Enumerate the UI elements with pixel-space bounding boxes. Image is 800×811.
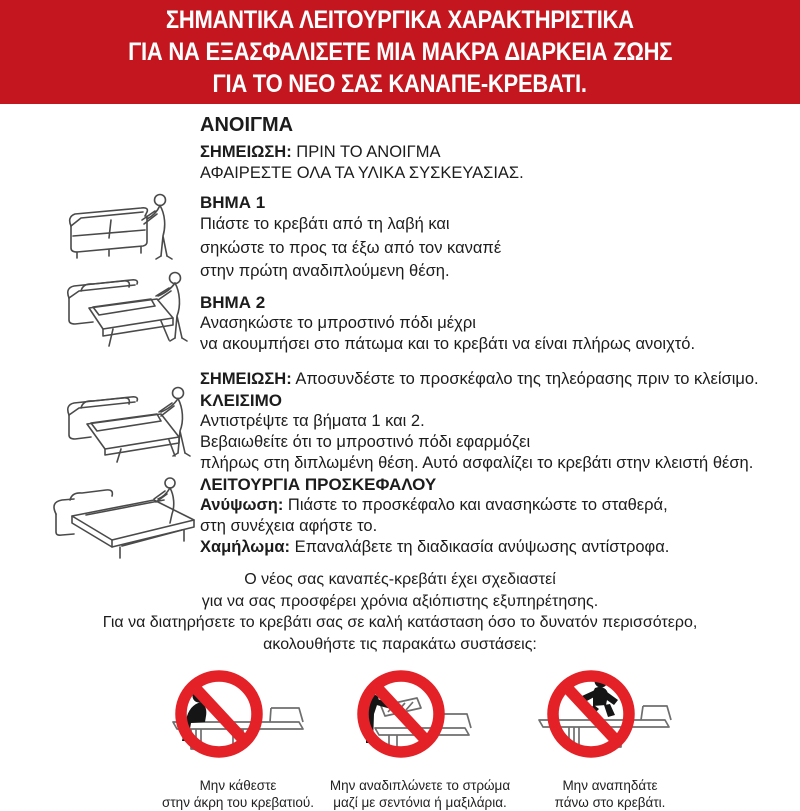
closing-line3: πλήρως στη διπλωμένη θέση. Αυτό ασφαλίζει το κρεβάτι στην κλειστή θέση.: [200, 453, 754, 472]
closing-front-leg-illustration: [57, 383, 197, 465]
closing-line1: Αντιστρέψτε τα βήματα 1 και 2.: [200, 411, 425, 430]
raise-text: Πιάστε το προσκέφαλο και ανασηκώστε το σταθερά,: [287, 495, 668, 514]
prohibition-caption-2: [315, 777, 525, 811]
lower-line: [200, 537, 796, 558]
step2-line2: να ακουμπήσει στο πάτωμα και το κρεβάτι να είναι πλήρως ανοιχτό.: [200, 334, 696, 353]
note2-label: ΣΗΜΕΙΩΣΗ:: [200, 369, 292, 388]
lower-label: Χαμήλωμα:: [200, 537, 290, 556]
lower-text: Επαναλάβετε τη διαδικασία ανύψωσης αντίστροφα.: [294, 537, 670, 556]
care-line3: Για να διατηρήσετε το κρεβάτι σας σε καλή κατάσταση όσο το δυνατόν περισσότερο,: [102, 614, 698, 631]
care-paragraph: [0, 569, 800, 655]
caption2-line2: μαζί με σεντόνια ή μαξιλάρια.: [333, 795, 507, 810]
step1-first-fold-position-illustration: [57, 265, 197, 353]
raise-label: Ανύψωση:: [200, 495, 284, 514]
no-sitting-on-edge-icon: [143, 662, 333, 770]
care-line1: Ο νέος σας καναπές-κρεβάτι έχει σχεδιαστεί: [244, 571, 556, 588]
step1-body: [200, 213, 796, 284]
prohibition-no-folding-with-bedding: [315, 662, 525, 811]
no-folding-mattress-with-bedding-icon: [325, 662, 515, 770]
prohibition-caption-3: [505, 777, 715, 811]
banner-title-line-3: ΓΙΑ ΤΟ ΝΕΟ ΣΑΣ ΚΑΝΑΠΕ-ΚΡΕΒΑΤΙ.: [212, 69, 588, 98]
step1-line3: στην πρώτη αναδιπλούμενη θέση.: [200, 262, 450, 280]
note1-line2: ΑΦΑΙΡΕΣΤΕ ΟΛΑ ΤΑ ΥΛΙΚΑ ΣΥΣΚΕΥΑΣΙΑΣ.: [200, 164, 524, 182]
opening-heading: ΑΝΟΙΓΜΑ: [200, 114, 294, 136]
instructions-section: [200, 113, 796, 558]
prohibition-no-jumping: [505, 662, 715, 811]
bed-open-flat-illustration: [42, 473, 210, 561]
banner-title-line-2: ΓΙΑ ΝΑ ΕΞΑΣΦΑΛΙΣΕΤΕ ΜΙΑ ΜΑΚΡΑ ΔΙΑΡΚΕΙΑ ΖΩΗΣ: [127, 37, 673, 66]
banner-title-line-1: ΣΗΜΑΝΤΙΚΑ ΛΕΙΤΟΥΡΓΙΚΑ ΧΑΡΑΚΤΗΡΙΣΤΙΚΑ: [166, 5, 634, 34]
sofa-bed-pulled-out-illustration: [57, 265, 197, 353]
step1-line1: Πιάστε το κρεβάτι από τη λαβή και: [200, 215, 450, 233]
note1-line1: [200, 142, 796, 163]
closing-heading: ΚΛΕΙΣΙΜΟ: [200, 390, 282, 410]
sofa-bed-front-leg-illustration: [57, 383, 197, 465]
header-banner: [0, 0, 800, 104]
care-line4: ακολουθήστε τις παρακάτω συστάσεις:: [263, 635, 537, 653]
care-line2: για να σας προσφέρει χρόνια αξιόπιστης εξυπηρέτησης.: [201, 592, 599, 610]
sofa-closed-person-illustration: [57, 191, 197, 265]
closing-line2: Βεβαιωθείτε ότι το μπροστινό πόδι εφαρμόζει: [200, 432, 531, 451]
note2-text: Αποσυνδέστε το προσκέφαλο της τηλεόρασης πριν το κλείσιμο.: [295, 369, 759, 388]
raise-line: [200, 495, 796, 516]
prohibition-caption-1: [133, 777, 343, 811]
prohibition-no-sitting: [133, 662, 343, 811]
caption1-line1: Μην κάθεστε: [199, 778, 277, 793]
no-jumping-on-bed-icon: [515, 662, 705, 770]
note1-text1: ΠΡΙΝ ΤΟ ΑΝΟΙΓΜΑ: [296, 143, 441, 161]
step1-line2: σηκώστε το προς τα έξω από τον καναπέ: [200, 238, 502, 257]
step2-line1: Ανασηκώστε το μπροστινό πόδι μέχρι: [200, 313, 476, 332]
step2-heading: ΒΗΜΑ 2: [200, 292, 266, 312]
headrest-heading: ΛΕΙΤΟΥΡΓΙΑ ΠΡΟΣΚΕΦΑΛΟΥ: [200, 474, 437, 494]
step1-grab-handle-illustration: [57, 191, 197, 265]
bed-fully-open-illustration: [42, 473, 210, 561]
note2-line: [200, 369, 796, 390]
caption3-line2: πάνω στο κρεβάτι.: [554, 795, 666, 810]
caption3-line1: Μην αναπηδάτε: [562, 778, 658, 793]
note1-label: ΣΗΜΕΙΩΣΗ:: [200, 143, 292, 161]
raise-line2: στη συνέχεια αφήστε το.: [200, 516, 378, 535]
caption2-line1: Μην αναδιπλώνετε το στρώμα: [329, 778, 511, 793]
step1-heading: ΒΗΜΑ 1: [200, 193, 266, 212]
caption1-line2: στην άκρη του κρεβατιού.: [162, 795, 314, 810]
